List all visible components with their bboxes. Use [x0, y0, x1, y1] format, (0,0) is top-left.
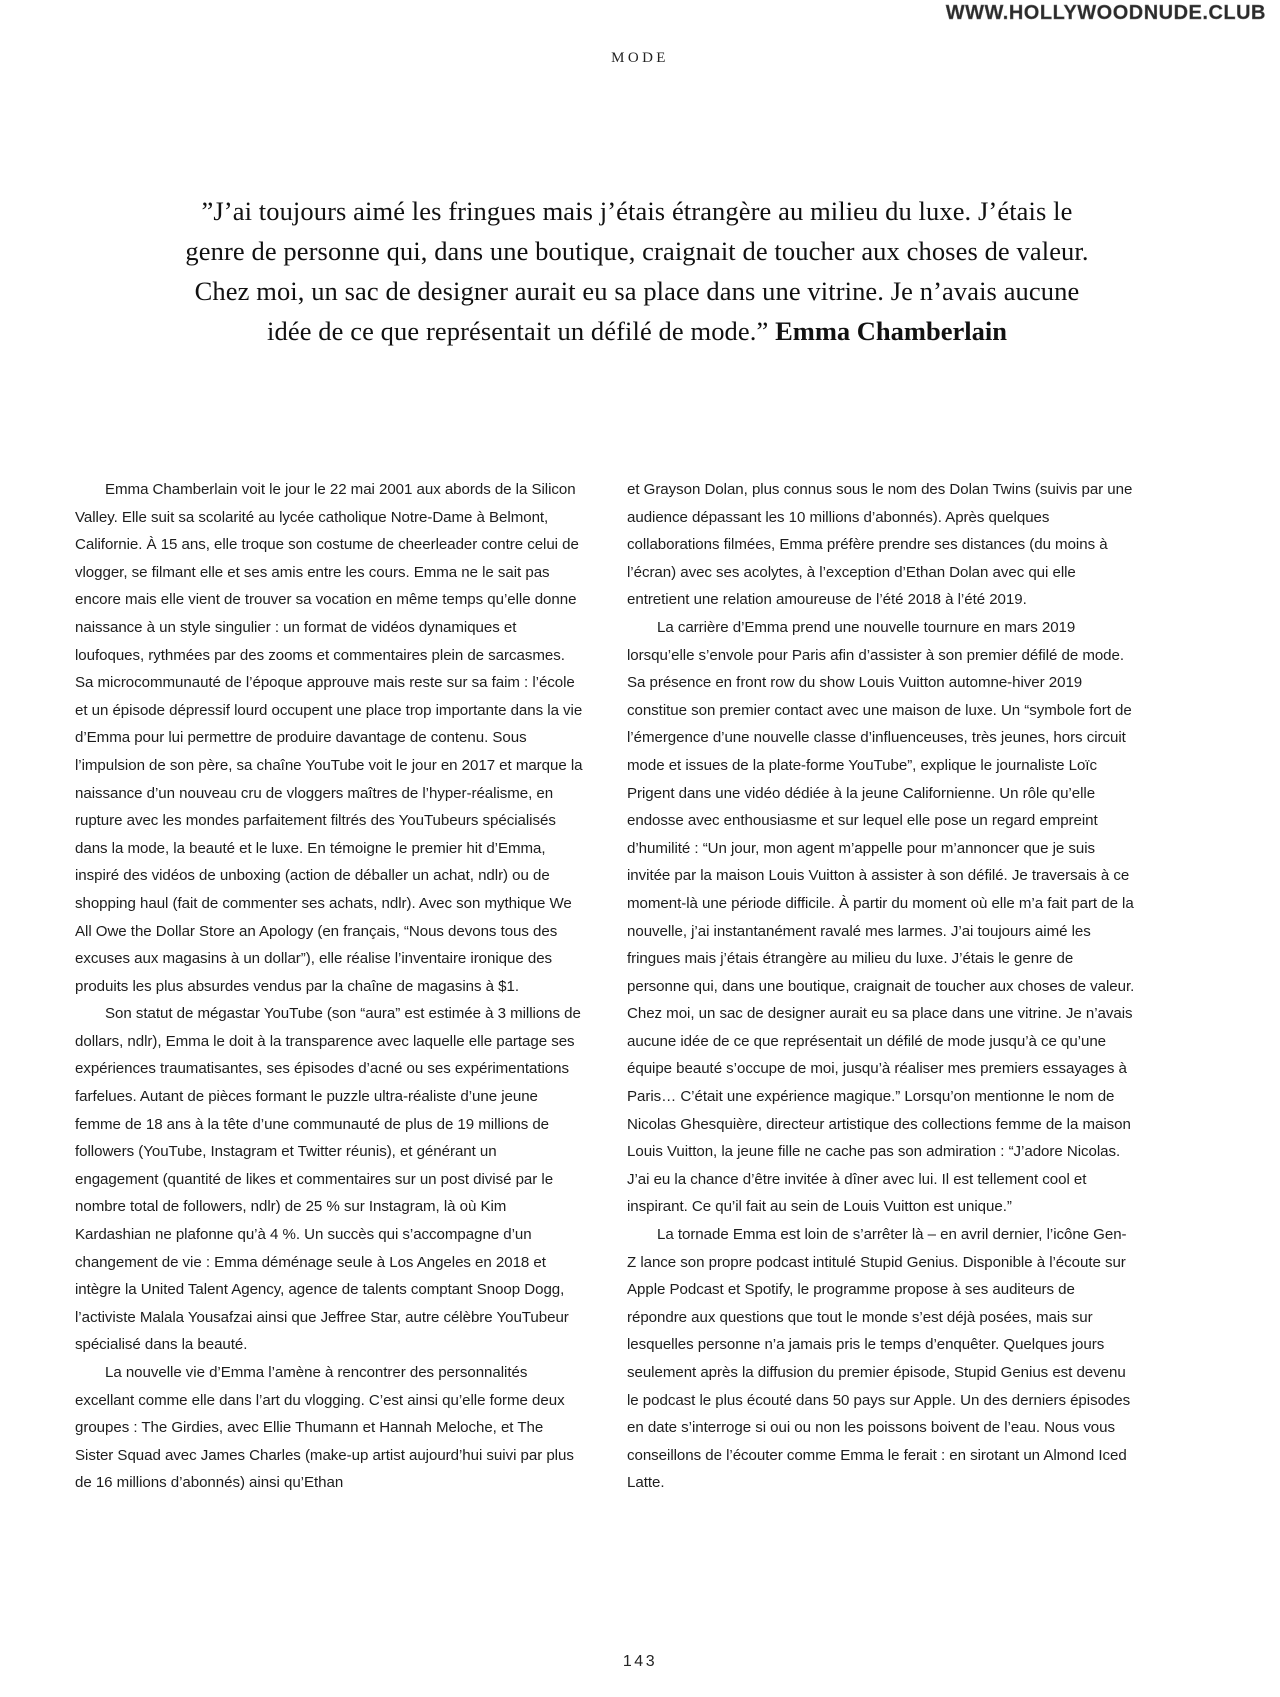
paragraph: La carrière d’Emma prend une nouvelle tournure en mars 2019 lorsqu’elle s’envole pour Paris afin d’assister à son premier défilé de mode. Sa présence en front row du show Louis Vuitton automne-hiver 2019 constitue son premier contact avec une maison de luxe. Un “symbole fort de l’émergence d’une nouvelle classe d’influenceuses, très jeunes, hors circuit mode et issues de la plate-forme YouTube”, explique le journaliste Loïc Prigent dans une vidéo dédiée à la jeune Californienne. Un rôle qu’elle endosse avec enthousiasme et sur lequel elle pose un regard empreint d’humilité : “Un jour, mon agent m’appelle pour m’annoncer que je suis invitée par la maison Louis Vuitton à assister à son défilé. Je traversais à ce moment-là une période difficile. À partir du moment où elle m’a fait part de la nouvelle, j’ai instantanément ravalé mes larmes. J’ai toujours aimé les fringues mais j’étais étrangère au milieu du luxe. J’étais le genre de personne qui, dans une boutique, craignait de toucher aux choses de valeur. Chez moi, un sac de designer aurait eu sa place dans une vitrine. Je n’avais aucune idée de ce que représentait un défilé de mode jusqu’à ce qu’une équipe beauté s’occupe de moi, jusqu’à réaliser mes premiers essayages à Paris… C’était une expérience magique.” Lorsqu’on mentionne le nom de Nicolas Ghesquière, directeur artistique des collections femme de la maison Louis Vuitton, la jeune fille ne cache pas son admiration : “J’adore Nicolas. J’ai eu la chance d’être invitée à dîner avec lui. Il est tellement cool et inspirant. Ce qu’il fait au sein de Louis Vuitton est unique.” [627, 618, 1135, 1216]
pull-quote-text: ”J’ai toujours aimé les fringues mais j’étais étrangère au milieu du luxe. J’étais le genre de personne qui, dans une boutique, craignait de toucher aux choses de valeur. Chez moi, un sac de designer aurait eu sa place dans une vitrine. Je n’avais aucune idée de ce que représentait un défilé de mode.” [185, 196, 1089, 346]
column-right [627, 476, 1135, 1497]
watermark-bar [0, 0, 1280, 26]
paragraph: Emma Chamberlain voit le jour le 22 mai 2001 aux abords de la Silicon Valley. Elle suit sa scolarité au lycée catholique Notre-Dame à Belmont, Californie. À 15 ans, elle troque son costume de cheerleader contre celui de vlogger, se filmant elle et ses amis entre les cours. Emma ne le sait pas encore mais elle vient de trouver sa vocation en même temps qu’elle donne naissance à un style singulier : un format de vidéos dynamiques et loufoques, rythmées par des zooms et commentaires plein de sarcasmes. Sa microcommunauté de l’époque approuve mais reste sur sa faim : l’école et un épisode dépressif lourd occupent une place trop importante dans la vie d’Emma pour lui permettre de produire davantage de contenu. Sous l’impulsion de son père, sa chaîne YouTube voit le jour en 2017 et marque la naissance d’un nouveau cru de vloggers maîtres de l’hyper-réalisme, en rupture avec les mondes parfaitement filtrés des YouTubeurs spécialisés dans la mode, la beauté et le luxe. En témoigne le premier hit d’Emma, inspiré des vidéos de unboxing (action de déballer un achat, ndlr) ou de shopping haul (fait de commenter ses achats, ndlr). Avec son mythique We All Owe the Dollar Store an Apology (en français, “Nous devons tous des excuses aux magasins à un dollar”), elle réalise l’inventaire ironique des produits les plus absurdes vendus par la chaîne de magasins à $1. [75, 481, 583, 995]
paragraph: La tornade Emma est loin de s’arrêter là – en avril dernier, l’icône Gen-Z lance son propre podcast intitulé Stupid Genius. Disponible à l’écoute sur Apple Podcast et Spotify, le programme propose à ses auditeurs de répondre aux questions que tout le monde s’est déjà posées, mais sur lesquelles personne n’a jamais pris le temps d’enquêter. Quelques jours seulement après la diffusion du premier épisode, Stupid Genius est devenu le podcast le plus écouté dans 50 pays sur Apple. Un des derniers épisodes en date s’interroge si oui ou non les poissons boivent de l’eau. Nous vous conseillons de l’écouter comme Emma le ferait : en sirotant un Almond Iced Latte. [627, 1226, 1131, 1492]
section-rubric: MODE [611, 50, 669, 66]
magazine-page [0, 26, 1280, 1697]
pull-quote-attribution: Emma Chamberlain [775, 316, 1007, 346]
paragraph: Son statut de mégastar YouTube (son “aura” est estimée à 3 millions de dollars, ndlr), Emma le doit à la transparence avec laquelle elle partage ses expériences traumatisantes, ses épisodes d’acné ou ses expérimentations farfelues. Autant de pièces formant le puzzle ultra-réaliste d’une jeune femme de 18 ans à la tête d’une communauté de plus de 19 millions de followers (YouTube, Instagram et Twitter réunis), et générant un engagement (quantité de likes et commentaires sur un post divisé par le nombre total de followers, ndlr) de 25 % sur Instagram, là où Kim Kardashian ne plafonne qu’à 4 %. Un succès qui s’accompagne d’un changement de vie : Emma déménage seule à Los Angeles en 2018 et intègre la United Talent Agency, agence de talents comptant Snoop Dogg, l’activiste Malala Yousafzai ainsi que Jeffree Star, autre célèbre YouTubeur spécialisé dans la beauté. [75, 1005, 581, 1354]
page-number: 143 [622, 1653, 658, 1670]
paragraph: et Grayson Dolan, plus connus sous le nom des Dolan Twins (suivis par une audience dépassant les 10 millions d’abonnés). Après quelques collaborations filmées, Emma préfère prendre ses distances (du moins à l’écran) avec ses acolytes, à l’exception d’Ethan Dolan avec qui elle entretient une relation amoureuse de l’été 2018 à l’été 2019. [627, 481, 1133, 609]
paragraph: La nouvelle vie d’Emma l’amène à rencontrer des personnalités excellant comme elle dans l’art du vlogging. C’est ainsi qu’elle forme deux groupes : The Girdies, avec Ellie Thumann et Hannah Meloche, et The Sister Squad avec James Charles (make-up artist aujourd’hui suivi par plus de 16 millions d’abonnés) ainsi qu’Ethan [75, 1364, 574, 1492]
column-left [75, 476, 583, 1497]
body-columns [75, 476, 1135, 1497]
watermark-url-text: WWW.HOLLYWOODNUDE.CLUB [945, 2, 1266, 24]
pull-quote [172, 191, 1102, 351]
